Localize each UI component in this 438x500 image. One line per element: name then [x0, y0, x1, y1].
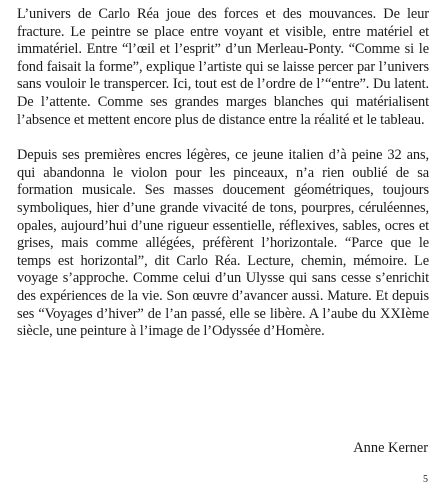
author-signature: Anne Kerner [353, 440, 428, 456]
paragraph-intro: L’univers de Carlo Réa joue des forces et des mouvances. De leur fracture. Le peintre se place entre voyant et visible, entre matériel et immatériel. Entre “l’œil et l’esprit” d’un Merleau-Ponty. “Comme si le fond faisait la forme”, explique l’artiste qui se laisse percer par l’univers sans vouloir le transpercer. Ici, tout est de l’ordre de l’“entre”. Du latent. De l’attente. Comme ses grandes marges blanches qui matérialisent l’absence et mettent encore plus de distance entre la réalité et le tableau. [17, 6, 429, 128]
paragraph-biography: Depuis ses premières encres légères, ce jeune italien d’à peine 32 ans, qui abandonna le violon pour les pinceaux, n’a rien oublié de sa formation musicale. Ses masses doucement géométriques, toujours symboliques, hier d’une grande vivacité de tons, pourpres, céruléennes, opales, aujourd’hui d’une rigueur essentielle, réflexives, sables, ocres et grises, mais comme allégées, préfèrent l’horizontale. “Parce que le temps est horizontal”, dit Carlo Réa. Lecture, chemin, mémoire. Le voyage s’approche. Comme celui d’un Ulysse qui sans cesse s’enrichit des expériences de la vie. Son œuvre d’avancer aussi. Mature. Et depuis ses “Voyages d’hiver” de l’an passé, elle se libère. A l’aube du XXIème siècle, une peinture à l’image de l’Odyssée d’Homère. [17, 147, 429, 340]
document-page [17, 6, 429, 341]
page-number: 5 [423, 474, 428, 485]
